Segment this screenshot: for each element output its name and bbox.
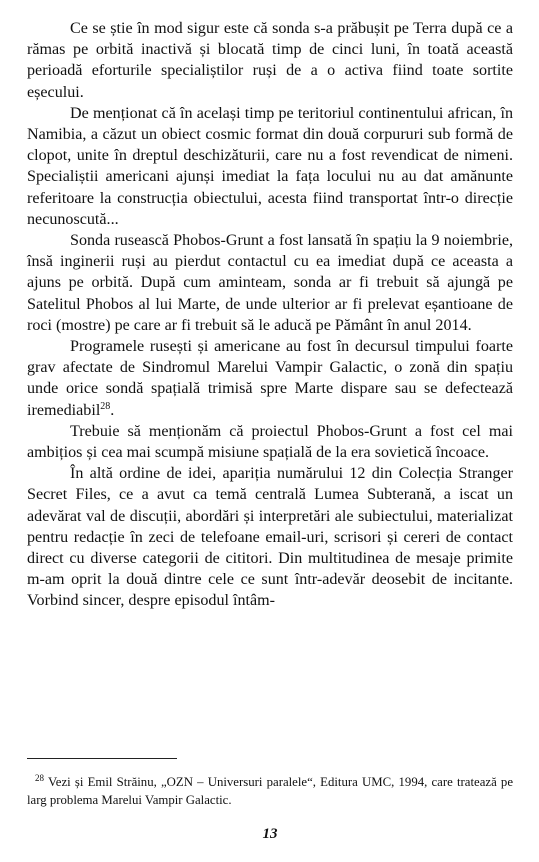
paragraph: Sonda rusească Phobos-Grunt a fost lansată în spațiu la 9 noiembrie, însă inginerii ruși au pierdut contactul cu ea imediat după ce aceasta a ajuns pe orbită. După cum aminteam, sonda ar fi trebuit să ajungă pe Satelitul Phobos al lui Marte, de unde ulterior ar fi prelevat eșantioane de roci (mostre) pe care ar fi trebuit să le aducă pe Pământ în anul 2014. (27, 232, 513, 334)
paragraph-text: Programele rusești și americane au fost în decursul timpului foarte grav afectate de Sindromul Marelui Vampir Galactic, o zonă din spațiu unde orice sondă spațială trimisă spre Marte dispare sau se defectează iremediabil (27, 338, 513, 419)
page-number: 13 (262, 826, 278, 842)
paragraph: De menționat că în același timp pe teritoriul continentului african, în Namibia, a căzut un obiect cosmic format din două corpururi sub formă de clopot, unite în dreptul deschizăturii, care nu a fost revendicat de nimeni. Specialiștii americani ajunși imediat la fața locului nu au dat amănunte referitoare la construcția obiectului, acesta fiind transportat într-o direcție necunoscută... (27, 104, 513, 228)
paragraph: Ce se știe în mod sigur este că sonda s-a prăbușit pe Terra după ce a rămas pe orbită inactivă și blocată timp de cinci luni, în toată această perioadă eforturile specialiștilor ruși de a o activa fiind toate sortite eșecului. (27, 20, 513, 101)
footnote-reference: 28 (100, 400, 111, 412)
body-text (27, 18, 513, 612)
paragraph-end-punctuation: . (110, 401, 115, 419)
footnote-divider (27, 758, 177, 759)
book-page (27, 18, 513, 844)
paragraph (27, 336, 513, 421)
footnote-number: 28 (35, 773, 44, 783)
footnote (27, 773, 513, 809)
paragraph: Trebuie să menționăm că proiectul Phobos-Grunt a fost cel mai ambițios și cea mai scumpă misiune spațială de la era sovietică încoace. (27, 422, 513, 462)
paragraph: În altă ordine de idei, apariția numărului 12 din Colecția Stranger Secret Files, ce a avut ca temă centrală Lumea Subterană, a iscat un adevărat val de discuții, abordări și interpretări ale subiectului, materializat pentru redacție în zeci de telefoane email-uri, scrisori și cereri de contact direct cu diverse categorii de cititori. Din multitudinea de mesaje primite m-am oprit la două dintre cele ce sunt într-adevăr deosebit de incitante. Vorbind sincer, despre episodul întâm- (27, 465, 513, 610)
footnote-text: Vezi și Emil Străinu, „OZN – Universuri paralele“, Editura UMC, 1994, care tratează pe larg problema Marelui Vampir Galactic. (27, 775, 514, 807)
